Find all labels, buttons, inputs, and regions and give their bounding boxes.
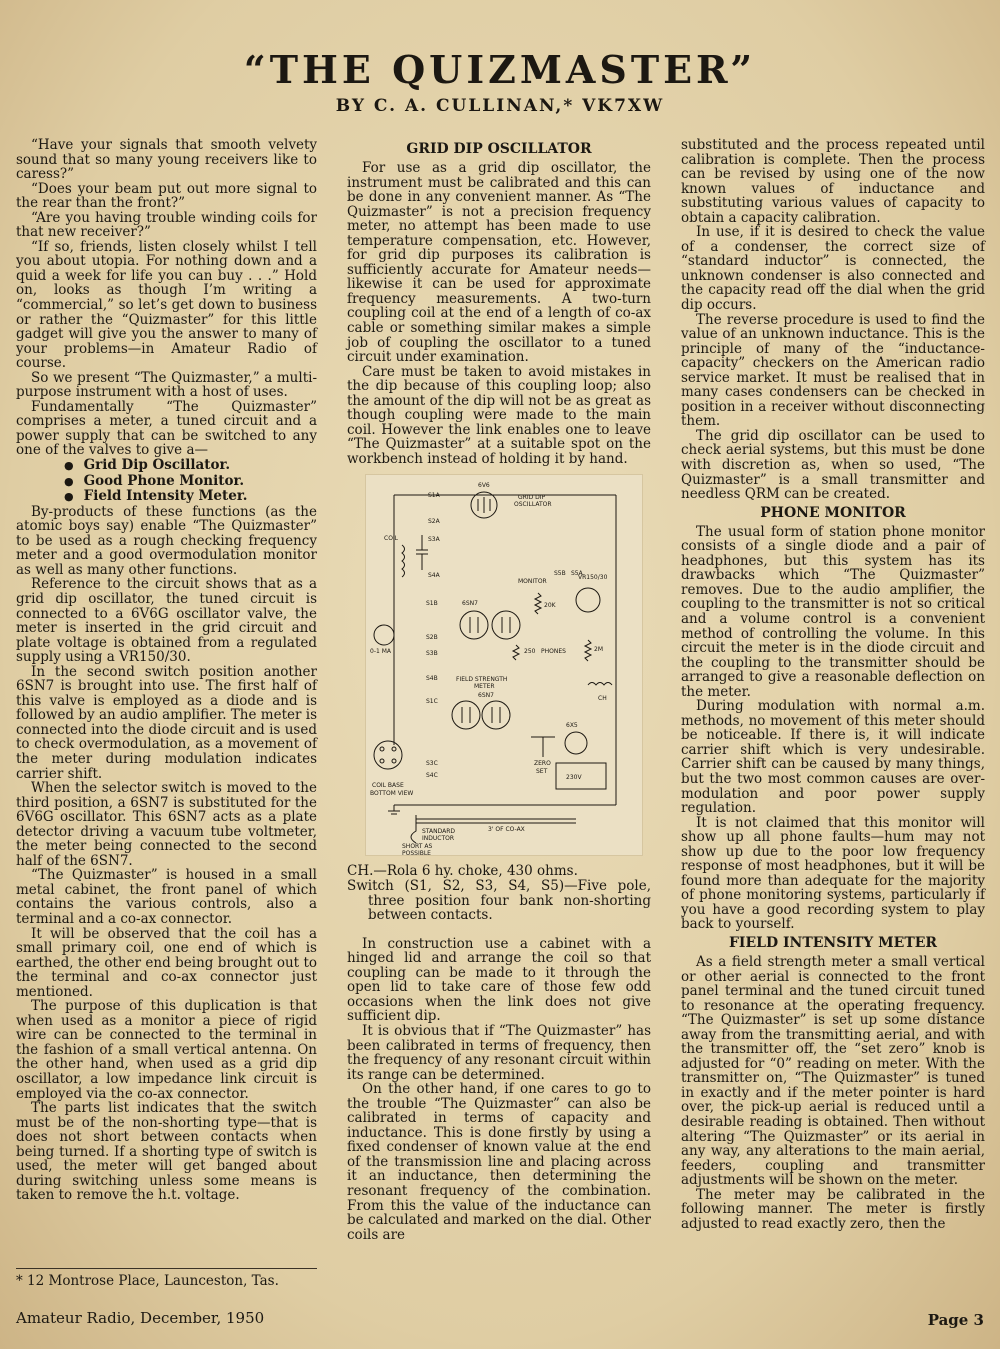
label-s4c: S4C <box>426 772 438 780</box>
list-item: ● Grid Dip Oscillator. <box>64 458 317 474</box>
paragraph: Reference to the circuit shows that as a grid dip oscillator, the tuned circuit is connected to a 6V6G oscillator valve, the meter is inserted in the grid circuit and plate voltage is obtained from a regulated supply using a VR150/30. <box>16 576 317 666</box>
label-ma: 0-1 MA <box>370 648 391 656</box>
article-title: “THE QUIZMASTER” <box>243 47 757 92</box>
label-250: 250 <box>524 648 536 656</box>
label-s3b: S3B <box>426 650 438 658</box>
label-s2b: S2B <box>426 634 438 642</box>
choke <box>588 683 612 686</box>
paragraph: Fundamentally “The Quizmaster” comprises a meter, a tuned circuit and a power supply that can be switched to any one of the valves to give a— <box>16 398 317 459</box>
paragraph: The purpose of this duplication is that when used as a monitor a piece of rigid wire can be connected to the terminal in the fashion of a small vertical antenna. On the other hand, when used as a grid dip oscillator, a low impedance link circuit is employed via the co-ax connector. <box>16 998 317 1102</box>
label-s1a: S1A <box>428 492 440 500</box>
label-20k: 20K <box>544 602 556 610</box>
paragraph: In construction use a cabinet with a hinged lid and arrange the coil so that coupling can be made to it through the open lid to take care of those few odd occasions when the link does not give sufficient dip. <box>347 935 651 1025</box>
label-set: SET <box>536 768 548 776</box>
caption-line: CH.—Rola 6 hy. choke, 430 ohms. <box>347 863 578 880</box>
paragraph: As a field strength meter a small vertical or other aerial is connected to the front panel terminal and the tuned circuit tuned to resonance at the operating frequency. “The Quizmaster” is set up some distance away from the transmitting aerial, and with the transmitter off, the “set zero” knob is adjusted for “0” reading on meter. With the transmitter on, “The Quizmaster” is tuned in exactly and if the meter pointer is hard over, the pick-up aerial is reduced until a desirable reading is obtained. Then without altering “The Quizmaster” or its aerial in any way, any alterations to the main aerial, feeders, coupling and transmitter adjustments will be shown on the meter. <box>681 953 985 1189</box>
pin <box>392 747 396 751</box>
wire <box>478 497 490 513</box>
label-2meg: 2M <box>594 646 603 654</box>
label-standard: STANDARD <box>422 828 456 836</box>
column-1 <box>16 138 317 1203</box>
label-s4b: S4B <box>426 675 438 683</box>
section-heading: GRID DIP OSCILLATOR <box>406 141 592 157</box>
link-coil <box>411 815 416 843</box>
pin <box>380 747 384 751</box>
paragraph: It will be observed that the coil has a small primary coil, one end of which is earthed, the other end being brought out to the terminal and co-ax connector just mentioned. <box>16 925 317 1000</box>
list-item: ● Good Phone Monitor. <box>64 474 317 490</box>
paragraph: By-products of these functions (as the atomic boys say) enable “The Quizmaster” to be used as a rough checking frequency meter and a good overmodulation monitor as well as many other functions. <box>16 503 317 578</box>
label-s1c: S1C <box>426 698 438 706</box>
label-coax: 3' OF CO-AX <box>488 826 525 834</box>
paragraph: The parts list indicates that the switch must be of the non-shorting type—that is does not short between contacts when being turned. If a shorting type of switch is used, the meter will get banged about during switching unless some means is taken to remove the h.t. voltage. <box>16 1100 317 1204</box>
circuit-diagram <box>365 474 643 856</box>
tube-6sn7-b <box>452 701 480 729</box>
label-vr150: VR150/30 <box>578 574 608 582</box>
column-3 <box>681 138 985 1231</box>
resistor-250 <box>513 645 519 660</box>
list-item: ● Field Intensity Meter. <box>64 489 317 505</box>
pin <box>380 759 384 763</box>
paragraph: In use, if it is desired to check the value of a condenser, the correct size of “standard inductor” is connected, the unknown condenser is also connected and the capacity read off the dial when the grid dip occurs. <box>681 224 985 314</box>
label-6v6: 6V6 <box>478 482 490 490</box>
label-s3c: S3C <box>426 760 438 768</box>
label-6sn7-b: 6SN7 <box>478 692 494 700</box>
footer-publication: Amateur Radio, December, 1950 <box>16 1309 265 1327</box>
paragraph: On the other hand, if one cares to go to the trouble “The Quizmaster” can also be calibrated in terms of capacity and inductance. This is done firstly by using a fixed condenser of known value at the end of the transmission line and placing across it an inductance, then determining the resonant frequency of the combination. From this the value of the inductance can be calculated and marked on the dial. Other coils are <box>347 1081 651 1243</box>
functions-list <box>16 458 317 505</box>
diagram-caption <box>347 864 651 922</box>
capacitor <box>416 535 428 570</box>
label-oscillator: OSCILLATOR <box>514 501 552 509</box>
footnote: * 12 Montrose Place, Launceston, Tas. <box>16 1268 317 1289</box>
zero-set-pot <box>531 737 555 757</box>
paragraph: During modulation with normal a.m. methods, no movement of this meter should be noticeable. If there is, it will indicate carrier shift which is very undesirable. Carrier shift can be caused by many things, but the two most common causes are over-modulation and poor power supply regulation. <box>681 698 985 817</box>
paragraph: The grid dip oscillator can be used to check aerial systems, but this must be done with discretion as, when so used, “The Quizmaster” is a small transmitter and needless QRM can be created. <box>681 427 985 503</box>
label-ch: CH <box>598 695 607 703</box>
paragraph: The usual form of station phone monitor consists of a single diode and a pair of headphones, but this system has its drawbacks which “The Quizmaster” removes. Due to the audio amplifier, the coupling to the transmitter is not so critical and a volume control is a convenient method of controlling the volume. In this circuit the meter is in the diode circuit and the coupling to the transmitter should be arranged to give a reasonable deflection on the meter. <box>681 523 985 700</box>
paragraph: “Are you having trouble winding coils for that new receiver?” <box>16 209 317 241</box>
paragraph: In the second switch position another 6SN7 is brought into use. The first half of this valve is employed as a diode and is followed by an audio amplifier. The meter is connected into the diode circuit and is used to check overmodulation, as a movement of the meter during modulation indicates carrier shift. <box>16 663 317 782</box>
resistor-20k <box>535 593 541 614</box>
column-2 <box>347 138 651 1242</box>
label-short-as: SHORT AS <box>402 843 433 851</box>
paragraph: “Have your signals that smooth velvety sound that so many young receivers like to caress?” <box>16 137 317 183</box>
label-phones: PHONES <box>541 648 566 656</box>
paragraph: So we present “The Quizmaster,” a multi-purpose instrument with a host of uses. <box>16 369 317 401</box>
wire <box>470 617 510 633</box>
paragraph: “The Quizmaster” is housed in a small metal cabinet, the front panel of which contains the various controls, also a terminal and a co-ax connector. <box>16 867 317 927</box>
label-inductor: INDUCTOR <box>422 835 455 843</box>
label-coil-base: COIL BASE <box>372 782 404 790</box>
tube-6sn7-a2 <box>492 611 520 639</box>
paragraph: When the selector switch is moved to the third position, a 6SN7 is substituted for the 6V6G oscillator. This 6SN7 acts as a plate detector driving a vacuum tube voltmeter, the meter being connected to the second half of the 6SN7. <box>16 780 317 869</box>
label-monitor: MONITOR <box>518 578 547 586</box>
label-s4a: S4A <box>428 572 440 580</box>
section-heading: PHONE MONITOR <box>760 504 906 521</box>
label-field-strength: FIELD STRENGTH <box>456 676 508 684</box>
tube-6x5 <box>565 732 587 754</box>
meter <box>374 625 394 645</box>
paragraph: “Does your beam put out more signal to the rear than the front?” <box>16 180 317 212</box>
tube-vr150 <box>576 588 600 612</box>
resistor-2meg <box>585 640 591 661</box>
pin <box>392 759 396 763</box>
label-230v: 230V <box>566 774 582 782</box>
label-coil: COIL <box>384 535 399 543</box>
label-grid-dip: GRID DIP <box>518 494 546 502</box>
label-s1b: S1B <box>426 600 438 608</box>
paragraph: For use as a grid dip oscillator, the instrument must be calibrated and this can be done in any convenient manner. As “The Quizmaster” is not a precision frequency meter, no attempt has been made to use temperature compensation, etc. However, for grid dip purposes its calibration is sufficiently accurate for Amateur needs—likewise it can be used for approximate frequency measurements. A two-turn coupling coil at the end of a length of co-ax cable or something similar makes a simple job of coupling the oscillator to a tuned circuit under examination. <box>347 160 651 366</box>
paragraph: It is not claimed that this monitor will show up all phone faults—hum may not show up due to the poor low frequency response of most headphones, but it will be found more than adequate for the majority of phone monitoring systems, particularly if you have a good recording system to play back to yourself. <box>681 814 985 933</box>
wire <box>462 707 500 723</box>
tube-6sn7-b2 <box>482 701 510 729</box>
label-bottom-view: BOTTOM VIEW <box>370 790 414 798</box>
coil <box>402 545 405 577</box>
paragraph: substituted and the process repeated until calibration is complete. Then the process can be revised by using one of the now known values of inductance and substituting various values of capacity to obtain a capacity calibration. <box>681 137 985 226</box>
paragraph: “If so, friends, listen closely whilst I tell you about utopia. For nothing down and a quid a week for life you can buy . . .” Hold on, looks as though I’m writing a “commercial,” so let’s get down to business or rather the “Quizmaster” for this little gadget will give you the answer to many of your problems—in Amateur Radio of course. <box>16 238 317 372</box>
label-meter: METER <box>474 683 495 691</box>
label-6x5: 6X5 <box>566 722 578 730</box>
coax-cable <box>416 819 576 823</box>
tube-6sn7-a <box>460 611 488 639</box>
label-s5a: S5A <box>571 570 583 578</box>
paragraph: The reverse procedure is used to find the value of an unknown inductance. This is the principle of many of the “inductance-capacity” checkers on the American radio service market. It must be realised that in many cases condensers can be checked in position in a receiver without disconnecting them. <box>681 311 985 430</box>
paragraph: Care must be taken to avoid mistakes in the dip because of this coupling loop; also the amount of the dip will not be as great as though coupling were made to the main coil. However the link enables one to leave “The Quizmaster” at a suitable spot on the workbench instead of holding it by hand. <box>347 363 651 467</box>
label-zero: ZERO <box>534 760 551 768</box>
caption-line: Switch (S1, S2, S3, S4, S5)—Five pole, three position four bank non-shorting between contacts. <box>347 878 651 924</box>
label-s5b: S5B <box>554 570 566 578</box>
label-possible: POSSIBLE <box>402 850 431 856</box>
footer-page-number: Page 3 <box>927 1311 984 1329</box>
label-s2a: S2A <box>428 518 440 526</box>
label-s3a: S3A <box>428 536 440 544</box>
label-6sn7-a: 6SN7 <box>462 600 478 608</box>
article-byline: BY C. A. CULLINAN,* VK7XW <box>335 96 665 116</box>
paragraph: It is obvious that if “The Quizmaster” has been calibrated in terms of frequency, then the frequency of any resonant circuit within its range can be determined. <box>347 1022 651 1083</box>
paragraph: The meter may be calibrated in the following manner. The meter is firstly adjusted to read exactly zero, then the <box>681 1186 985 1232</box>
ground <box>388 805 400 814</box>
section-heading: FIELD INTENSITY METER <box>728 934 938 951</box>
coil-base <box>374 741 402 769</box>
